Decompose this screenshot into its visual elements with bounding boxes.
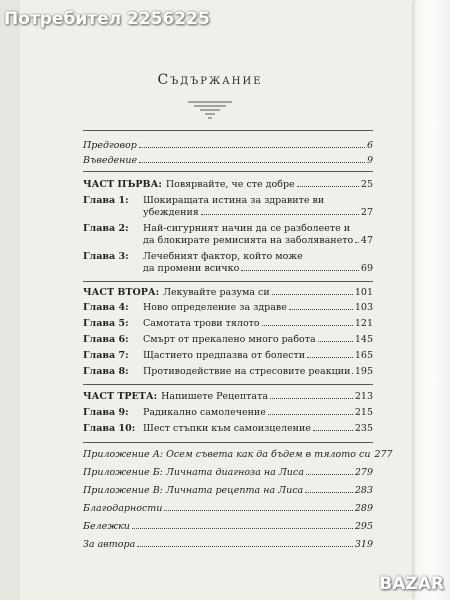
- toc-label: Бележки: [83, 521, 130, 532]
- toc-page-number: 283: [354, 485, 373, 496]
- toc-page-number: 195: [354, 366, 373, 377]
- toc-page-number: 121: [354, 318, 373, 329]
- toc-chapter-10: [83, 423, 373, 435]
- section-rule: [83, 384, 373, 385]
- toc-entry-appendix-c: [83, 485, 373, 497]
- toc-part-1: [83, 179, 373, 191]
- leader-dots: [355, 242, 359, 243]
- toc-page-number: 6: [366, 140, 373, 151]
- user-watermark: Потребител 2256225: [4, 9, 210, 29]
- toc-page-number: 279: [354, 467, 373, 478]
- toc-chapter-5: [83, 318, 373, 330]
- chapter-title: Лечебният фактор, който може: [143, 251, 303, 262]
- toc-chapter-9: [83, 407, 373, 419]
- chapter-title: Радикално самолечение: [143, 407, 266, 418]
- chapter-title: Щастието предпазва от болести: [143, 350, 306, 361]
- toc-label: Приложение В: Личната рецепта на Лиса: [83, 485, 304, 496]
- leader-dots: [306, 474, 353, 475]
- leader-dots: [272, 294, 353, 295]
- chapter-title: Най-сигурният начин да се разболеете и: [143, 223, 351, 234]
- toc-part-3: [83, 391, 373, 403]
- leader-dots: [164, 510, 352, 511]
- toc-page-number: 213: [354, 391, 373, 402]
- chapter-title: Самотата трови тялото: [143, 318, 260, 329]
- toc-label: Въведение: [83, 155, 138, 166]
- chapter-label: Глава 4:: [83, 302, 129, 313]
- leader-dots: [318, 341, 353, 342]
- toc-page-number: 319: [354, 539, 373, 550]
- toc-chapter-1-cont: [143, 207, 373, 219]
- toc-page-number: 101: [354, 287, 373, 298]
- chapter-title-cont: убеждения: [143, 207, 199, 218]
- leader-dots: [139, 162, 365, 163]
- page-title: Съдържание: [157, 72, 263, 88]
- toc-chapter-7: [83, 350, 373, 362]
- toc-chapter-2: [83, 223, 373, 235]
- toc-part-2: [83, 287, 373, 299]
- toc-label: Благодарности: [83, 503, 163, 514]
- leader-dots: [132, 528, 353, 529]
- part-title: Напишете Рецептата: [161, 391, 269, 402]
- leader-dots: [241, 270, 359, 271]
- leader-dots: [139, 147, 365, 148]
- leader-dots: [289, 309, 353, 310]
- brand-watermark: BAZAR: [379, 574, 444, 594]
- toc-chapter-1: [83, 195, 373, 207]
- toc-page-number: 235: [354, 423, 373, 434]
- toc-page-number: 47: [360, 235, 373, 246]
- leader-dots: [262, 325, 353, 326]
- toc-chapter-8: [83, 366, 373, 378]
- toc-page-number: 289: [354, 503, 373, 514]
- toc-label: За автора: [83, 539, 136, 550]
- section-rule: [83, 442, 373, 443]
- toc-page-number: 277: [374, 449, 393, 460]
- chapter-title: Противодействие на стресовите реакции: [143, 366, 351, 377]
- toc-page-number: 9: [366, 155, 373, 166]
- toc-page-number: 215: [354, 407, 373, 418]
- part-title: Повярвайте, че сте добре: [165, 179, 295, 190]
- leader-dots: [297, 186, 359, 187]
- chapter-label: Глава 1:: [83, 195, 129, 206]
- chapter-title: Шокиращата истина за здравите ви: [143, 195, 325, 206]
- toc-label: Приложение А: Осем съвета как да бъдем в тялото си: [83, 449, 371, 460]
- toc-chapter-3: [83, 251, 373, 263]
- chapter-label: Глава 7:: [83, 350, 129, 361]
- chapter-label: Глава 6:: [83, 334, 129, 345]
- toc-label: Приложение Б: Личната диагноза на Лиса: [83, 467, 304, 478]
- toc-page-number: 165: [354, 350, 373, 361]
- part-title: Лекувайте разума си: [163, 287, 270, 298]
- toc-entry-notes: [83, 521, 373, 533]
- top-rule: [83, 130, 373, 131]
- chapter-title: Ново определение за здраве: [143, 302, 287, 313]
- toc-label: Предговор: [83, 140, 137, 151]
- toc-chapter-3-cont: [143, 263, 373, 275]
- leader-dots: [307, 357, 353, 358]
- toc-page-number: 27: [360, 207, 373, 218]
- section-rule: [83, 281, 373, 282]
- toc-page-number: 69: [360, 263, 373, 274]
- title-ornament-icon: [188, 100, 232, 122]
- toc-page-number: 103: [354, 302, 373, 313]
- leader-dots: [270, 398, 353, 399]
- toc-entry-appendix-a: [83, 449, 393, 461]
- toc-entry-about-author: [83, 539, 373, 551]
- chapter-label: Глава 9:: [83, 407, 129, 418]
- toc-entry-acknowledgements: [83, 503, 373, 515]
- toc-entry-preface: [83, 140, 373, 152]
- chapter-label: Глава 8:: [83, 366, 129, 377]
- toc-entry-introduction: [83, 155, 373, 167]
- chapter-title-cont: да блокирате ремисията на заболяването: [143, 235, 354, 246]
- part-label: ЧАСТ ПЪРВА:: [83, 179, 162, 190]
- toc-page-number: 145: [354, 334, 373, 345]
- chapter-label: Глава 5:: [83, 318, 129, 329]
- page-edge: [412, 0, 450, 600]
- leader-dots: [305, 492, 353, 493]
- leader-dots: [201, 214, 359, 215]
- chapter-label: Глава 2:: [83, 223, 129, 234]
- toc-entry-appendix-b: [83, 467, 373, 479]
- toc-chapter-4: [83, 302, 373, 314]
- chapter-label: Глава 10:: [83, 423, 136, 434]
- part-label: ЧАСТ ВТОРА:: [83, 287, 160, 298]
- toc-page-number: 295: [354, 521, 373, 532]
- leader-dots: [313, 430, 353, 431]
- toc-chapter-6: [83, 334, 373, 346]
- chapter-title: Смърт от прекалено много работа: [143, 334, 316, 345]
- leader-dots: [137, 546, 353, 547]
- leader-dots: [268, 414, 353, 415]
- chapter-title: Шест стъпки към самоизцеление: [143, 423, 311, 434]
- toc-page-number: 25: [360, 179, 373, 190]
- chapter-label: Глава 3:: [83, 251, 129, 262]
- part-label: ЧАСТ ТРЕТА:: [83, 391, 158, 402]
- section-rule: [83, 171, 373, 172]
- chapter-title-cont: да промени всичко: [143, 263, 240, 274]
- toc-chapter-2-cont: [143, 235, 373, 247]
